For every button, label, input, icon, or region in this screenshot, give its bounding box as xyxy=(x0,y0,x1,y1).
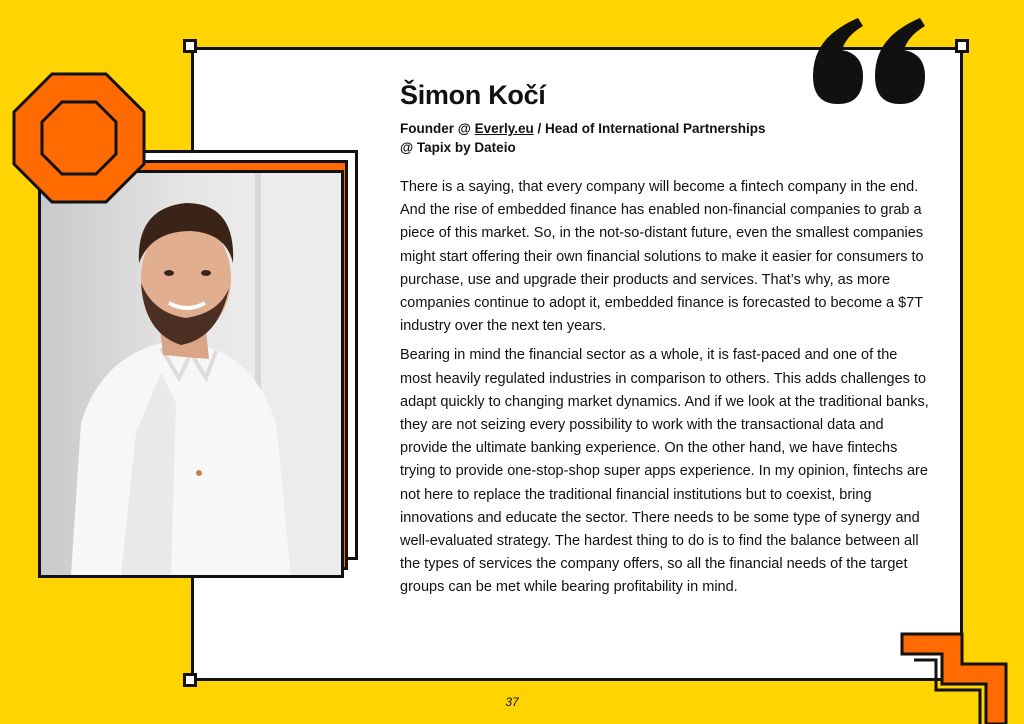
corner-marker-top-left xyxy=(183,39,197,53)
role-line-2: @ Tapix by Dateio xyxy=(400,140,516,155)
person-name: Šimon Kočí xyxy=(400,80,546,110)
corner-marker-top-right xyxy=(955,39,969,53)
paragraph-1: There is a saying, that every company will become a fintech company in the end. And the rise of embedded finance has enabled non-financial companies to grab a piece of this market. So, in the not-so-distant future, even the smallest companies might start offering their own financial solutions to make it easier for consumers to purchase, use and upgrade their products and services. That’s why, as more companies continue to adopt it, embedded finance is forecasted to become a $7T industry over the next ten years. xyxy=(400,179,924,335)
role-prefix: Founder @ xyxy=(400,121,475,136)
company-link[interactable]: Everly.eu xyxy=(474,121,534,136)
corner-marker-bottom-left xyxy=(183,673,197,687)
step-decoration xyxy=(896,630,1024,724)
page-number: 37 xyxy=(505,695,519,709)
quote-mark-icon xyxy=(808,14,933,109)
role-suffix: / Head of International Partnerships xyxy=(533,121,766,136)
person-role xyxy=(400,119,820,157)
article-body xyxy=(400,176,930,606)
portrait-photo xyxy=(38,170,344,578)
octagon-decoration xyxy=(6,68,151,208)
paragraph-2: Bearing in mind the financial sector as a whole, it is fast-paced and one of the most heavily regulated industries in comparison to others. This adds challenges to adapt quickly to changing market dynamics. And if we look at the traditional banks, they are not seizing every possibility to work with the transactional data and provide the ultimate banking experience. On the other hand, we have fintechs trying to provide one-stop-shop super apps experience. In my opinion, fintechs are not here to replace the traditional financial institutions but to coexist, bring innovations and educate the sector. There needs to be some type of synergy and well-evaluated strategy. The hardest thing to do is to find the balance between all the types of services the company offers, so all the financial needs of the target groups can be met while bearing profitability in mind. xyxy=(400,347,929,596)
